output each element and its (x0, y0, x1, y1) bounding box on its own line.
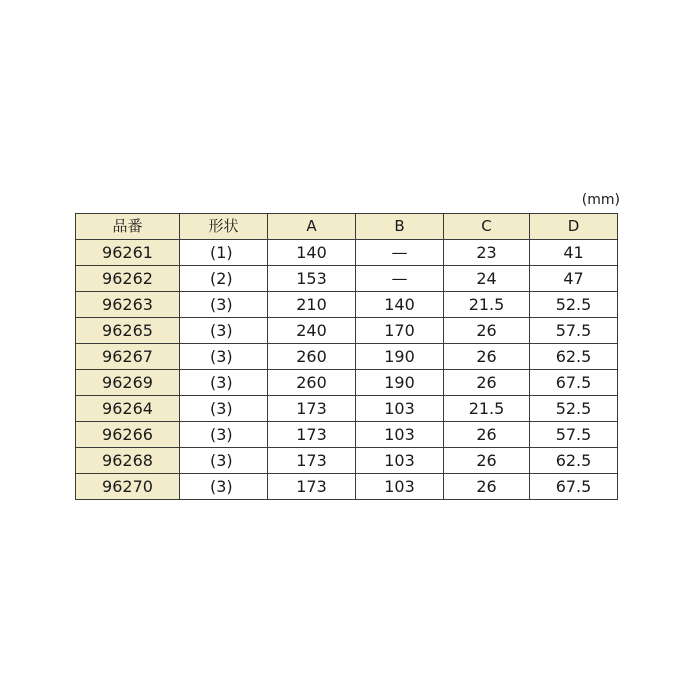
shape-cell: (1) (180, 240, 268, 266)
dimension-d-cell: 62.5 (530, 448, 618, 474)
header-b: B (356, 214, 444, 240)
product-code-cell: 96266 (76, 422, 180, 448)
table-row (76, 240, 618, 266)
dimension-d-cell: 52.5 (530, 292, 618, 318)
dimension-b-cell: 103 (356, 474, 444, 500)
dimension-a-cell: 173 (268, 422, 356, 448)
table-row (76, 266, 618, 292)
dimension-c-cell: 23 (444, 240, 530, 266)
product-code-cell: 96268 (76, 448, 180, 474)
header-c: C (444, 214, 530, 240)
product-code-cell: 96265 (76, 318, 180, 344)
dimension-b-cell: 103 (356, 422, 444, 448)
dimension-a-cell: 173 (268, 448, 356, 474)
dimension-d-cell: 62.5 (530, 344, 618, 370)
product-code-cell: 96269 (76, 370, 180, 396)
dimension-d-cell: 57.5 (530, 422, 618, 448)
dimension-c-cell: 21.5 (444, 292, 530, 318)
dimension-b-cell: 190 (356, 344, 444, 370)
header-d: D (530, 214, 618, 240)
dimension-a-cell: 173 (268, 396, 356, 422)
dimension-b-cell: 190 (356, 370, 444, 396)
dimension-a-cell: 260 (268, 344, 356, 370)
shape-cell: (3) (180, 292, 268, 318)
dimension-b-cell: — (356, 266, 444, 292)
table-header-row (76, 214, 618, 240)
shape-cell: (3) (180, 318, 268, 344)
product-code-cell: 96263 (76, 292, 180, 318)
dimension-table (75, 213, 618, 500)
dimension-c-cell: 21.5 (444, 396, 530, 422)
dimension-a-cell: 140 (268, 240, 356, 266)
product-code-cell: 96264 (76, 396, 180, 422)
dimension-d-cell: 52.5 (530, 396, 618, 422)
dimension-a-cell: 210 (268, 292, 356, 318)
dimension-a-cell: 153 (268, 266, 356, 292)
shape-cell: (3) (180, 370, 268, 396)
dimension-c-cell: 26 (444, 318, 530, 344)
table-row (76, 370, 618, 396)
table-row (76, 422, 618, 448)
dimension-d-cell: 47 (530, 266, 618, 292)
dimension-c-cell: 26 (444, 474, 530, 500)
dimension-b-cell: — (356, 240, 444, 266)
product-code-cell: 96267 (76, 344, 180, 370)
dimension-c-cell: 26 (444, 448, 530, 474)
dimension-b-cell: 103 (356, 448, 444, 474)
dimension-d-cell: 67.5 (530, 370, 618, 396)
dimension-c-cell: 26 (444, 422, 530, 448)
unit-label: (mm) (581, 192, 620, 208)
shape-cell: (3) (180, 344, 268, 370)
table-row (76, 318, 618, 344)
dimension-b-cell: 103 (356, 396, 444, 422)
dimension-a-cell: 173 (268, 474, 356, 500)
product-code-cell: 96270 (76, 474, 180, 500)
table-row (76, 474, 618, 500)
dimension-d-cell: 57.5 (530, 318, 618, 344)
header-product-code: 品番 (76, 214, 180, 240)
shape-cell: (3) (180, 422, 268, 448)
shape-cell: (3) (180, 396, 268, 422)
product-code-cell: 96261 (76, 240, 180, 266)
dimension-a-cell: 260 (268, 370, 356, 396)
header-a: A (268, 214, 356, 240)
dimension-d-cell: 67.5 (530, 474, 618, 500)
dimension-c-cell: 26 (444, 370, 530, 396)
product-code-cell: 96262 (76, 266, 180, 292)
dimension-d-cell: 41 (530, 240, 618, 266)
shape-cell: (3) (180, 448, 268, 474)
table-row (76, 344, 618, 370)
dimension-c-cell: 26 (444, 344, 530, 370)
dimension-c-cell: 24 (444, 266, 530, 292)
shape-cell: (3) (180, 474, 268, 500)
table-row (76, 448, 618, 474)
dimension-b-cell: 170 (356, 318, 444, 344)
dimension-a-cell: 240 (268, 318, 356, 344)
header-shape: 形状 (180, 214, 268, 240)
table-row (76, 396, 618, 422)
dimension-b-cell: 140 (356, 292, 444, 318)
shape-cell: (2) (180, 266, 268, 292)
table-row (76, 292, 618, 318)
